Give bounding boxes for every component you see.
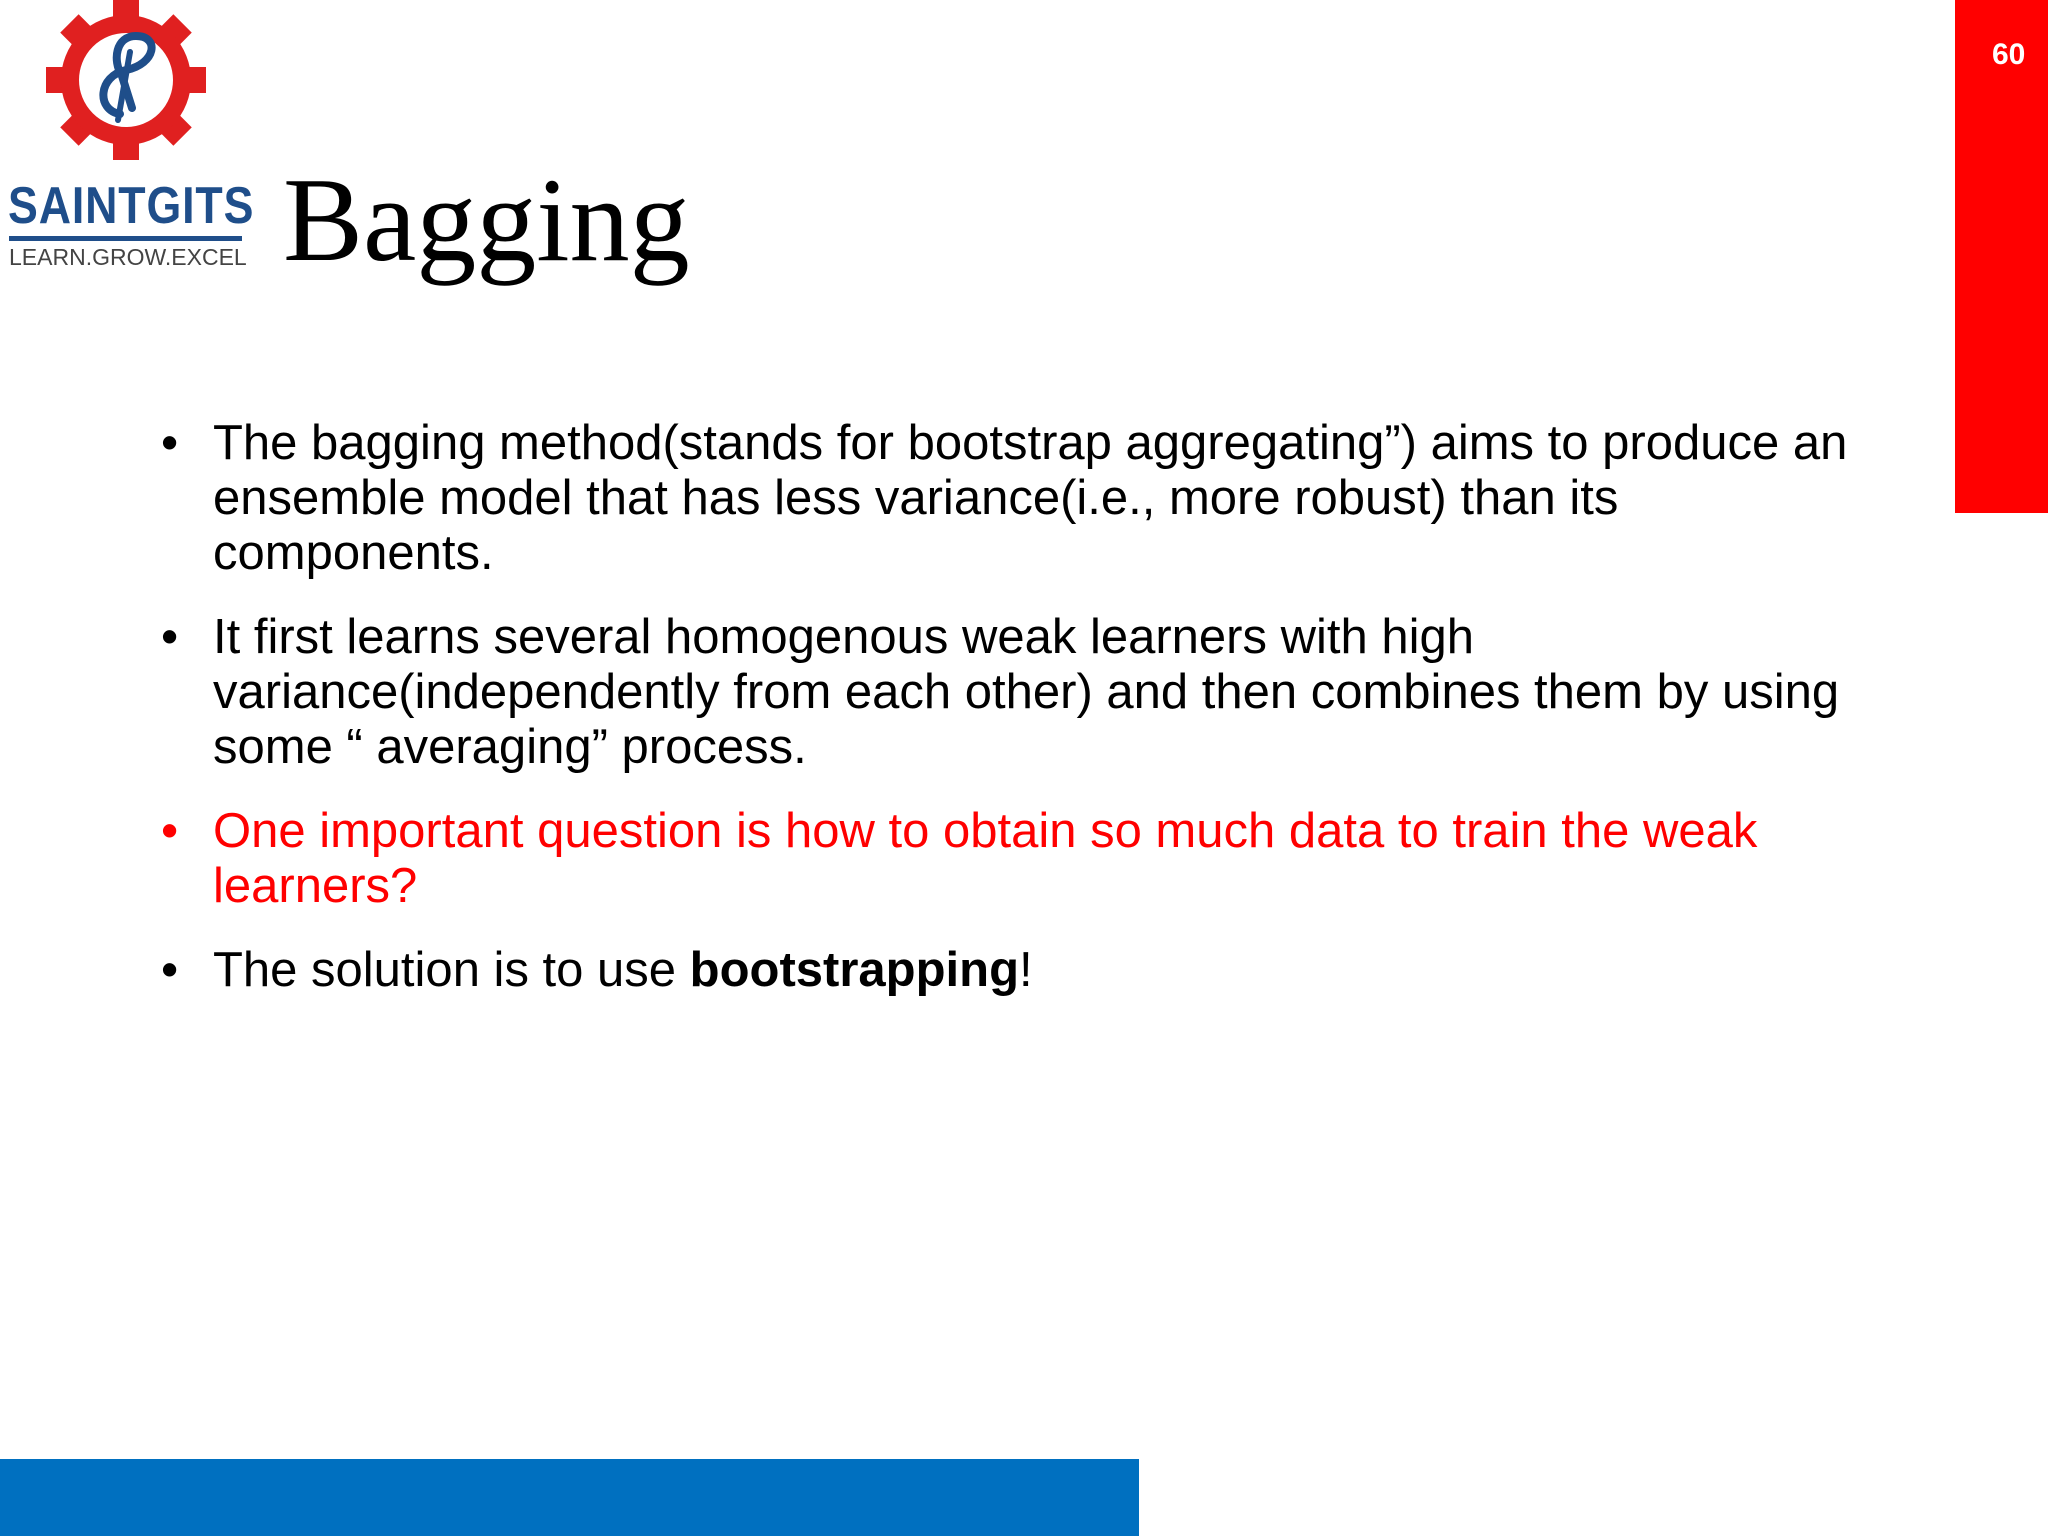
bullet-text-bold: bootstrapping bbox=[689, 943, 1019, 997]
bullet-text: One important question is how to obtain so much data to train the weak learners? bbox=[213, 804, 1758, 913]
logo-tagline: LEARN.GROW.EXCEL bbox=[9, 244, 247, 270]
slide-number: 60 bbox=[1992, 38, 2026, 71]
bullet-item bbox=[213, 416, 1873, 581]
logo-divider bbox=[9, 236, 242, 241]
bullet-item bbox=[213, 943, 1873, 998]
saintgits-logo bbox=[0, 0, 255, 290]
bullet-text: The bagging method(stands for bootstrap aggregating”) aims to produce an ensemble model that has less variance(i.e., more robust) than its components. bbox=[213, 416, 1848, 580]
bullet-item-highlighted bbox=[213, 804, 1873, 914]
bullet-text-prefix: The solution is to use bbox=[213, 943, 690, 997]
bullet-text: It first learns several homogenous weak learners with high variance(independently from each other) and then combines them by using some “ averaging” process. bbox=[213, 610, 1840, 774]
bullet-text-suffix: ! bbox=[1019, 943, 1033, 997]
gear-logo-icon bbox=[40, 0, 212, 160]
side-accent-bar bbox=[1955, 0, 2048, 513]
bottom-accent-bar bbox=[0, 1459, 1139, 1536]
bullet-item bbox=[213, 610, 1873, 775]
logo-name: SAINTGITS bbox=[8, 177, 255, 235]
slide-title: Bagging bbox=[283, 153, 690, 286]
bullet-list bbox=[213, 416, 1873, 1027]
